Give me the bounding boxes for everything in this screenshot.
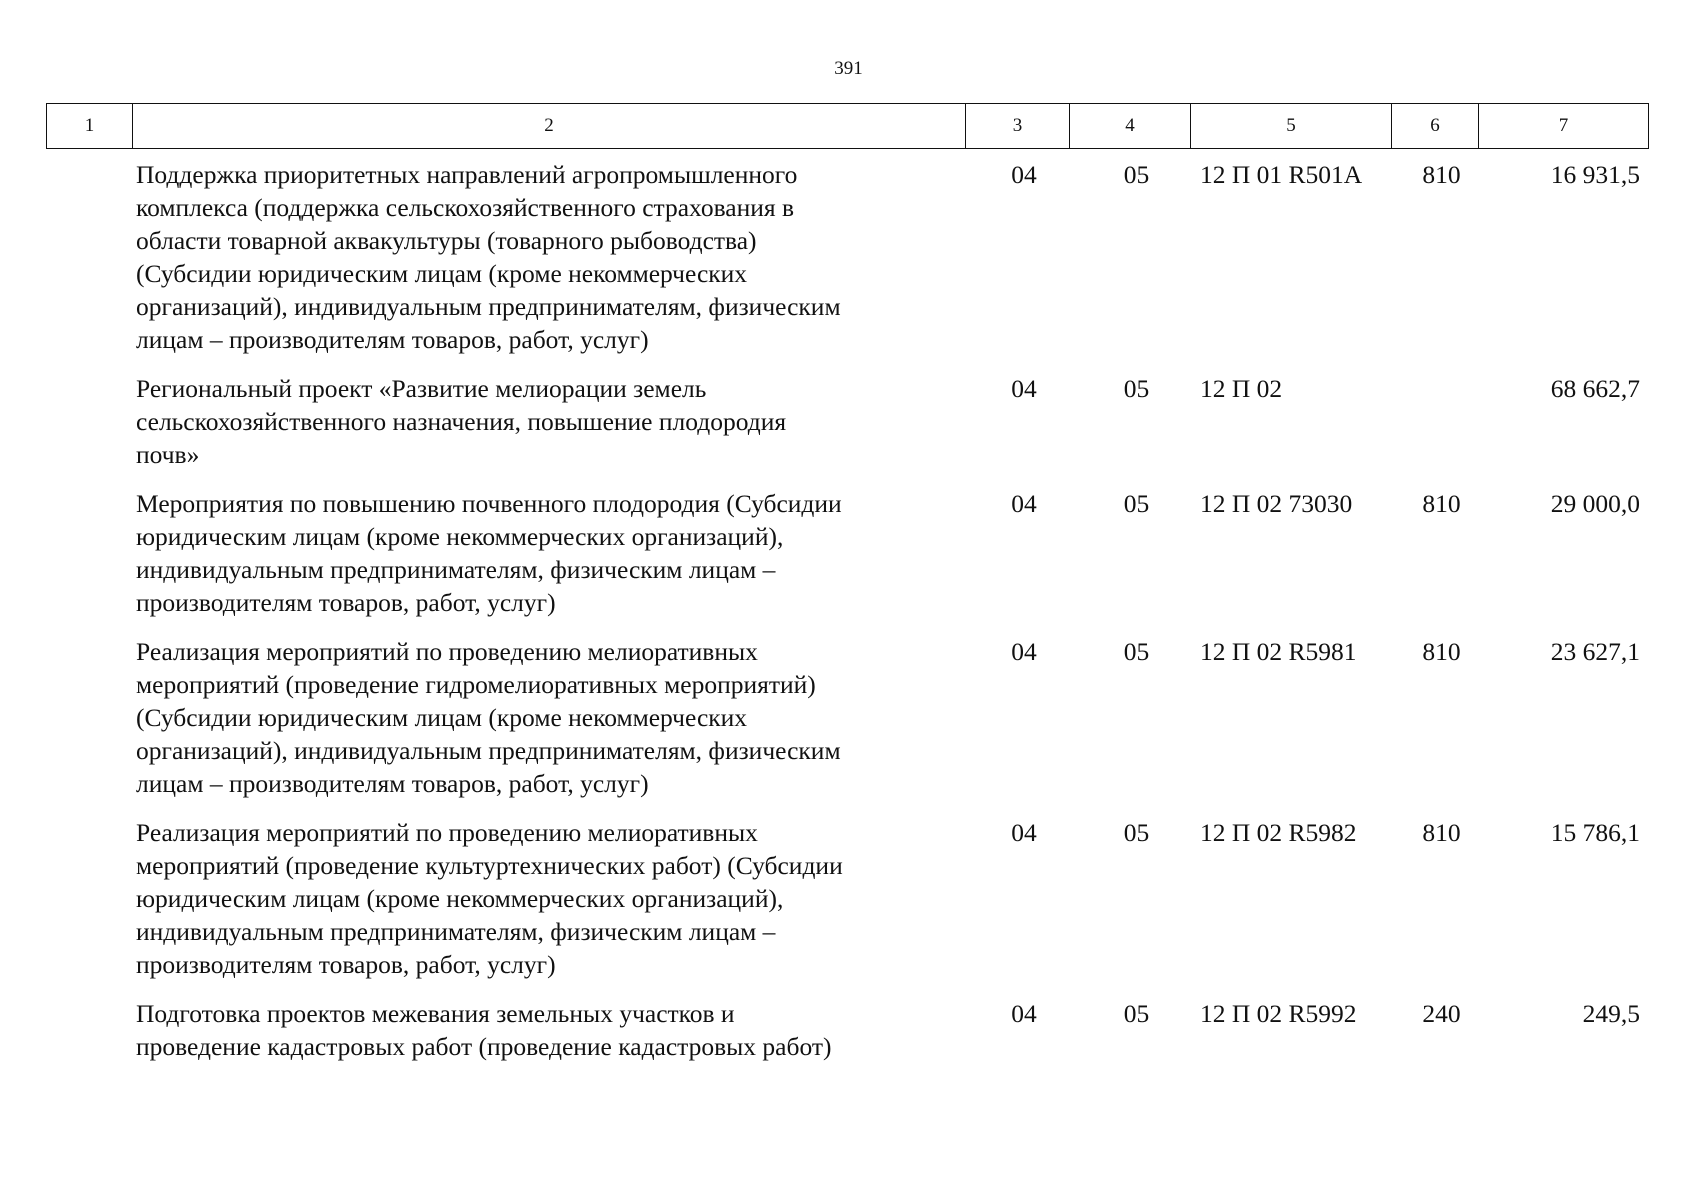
- description-line: Региональный проект «Развитие мелиорации земель: [136, 374, 707, 403]
- row-description: [132, 635, 972, 800]
- description-line: Реализация мероприятий по проведению мелиоративных: [136, 818, 758, 847]
- description-line: организаций), индивидуальным предпринимателям, физическим: [136, 292, 841, 321]
- description-line: (Субсидии юридическим лицам (кроме некоммерческих: [136, 703, 748, 732]
- column-header-5: 5: [1191, 104, 1392, 149]
- row-amount: 15 786,1: [1550, 818, 1640, 847]
- description-line: проведение кадастровых работ (проведение кадастровых работ): [136, 1032, 832, 1061]
- page-number: 391: [834, 58, 863, 79]
- table-row: [46, 158, 1648, 356]
- description-line: юридическим лицам (кроме некоммерческих организаций),: [136, 522, 784, 551]
- description-line: Поддержка приоритетных направлений агропромышленного: [136, 160, 798, 189]
- description-line: лицам – производителям товаров, работ, услуг): [136, 325, 649, 354]
- column-header-1: 1: [47, 104, 133, 149]
- row-expense-type: 810: [1422, 818, 1461, 847]
- row-description: [132, 816, 972, 981]
- description-line: производителям товаров, работ, услуг): [136, 588, 556, 617]
- column-header-3: 3: [966, 104, 1070, 149]
- row-subsection-code: 05: [1123, 160, 1150, 189]
- description-line: почв»: [136, 440, 200, 469]
- column-header-7: 7: [1479, 104, 1649, 149]
- row-section-code: 04: [1011, 818, 1037, 847]
- row-section-code: 04: [1011, 489, 1037, 518]
- row-subsection-code: 05: [1123, 374, 1150, 403]
- row-target-article: 12 П 02 R5992: [1200, 999, 1357, 1028]
- description-line: области товарной аквакультуры (товарного рыбоводства): [136, 226, 757, 255]
- row-amount: 249,5: [1582, 999, 1640, 1028]
- table-row: [46, 487, 1648, 619]
- row-description: [132, 372, 972, 471]
- row-target-article: 12 П 02: [1200, 374, 1283, 403]
- row-subsection-code: 05: [1123, 489, 1150, 518]
- row-expense-type: 240: [1422, 999, 1461, 1028]
- column-number-header: [46, 103, 1649, 149]
- row-description: [132, 158, 972, 356]
- row-section-code: 04: [1011, 374, 1037, 403]
- budget-table-body: [46, 158, 1648, 1079]
- row-subsection-code: 05: [1123, 818, 1150, 847]
- description-line: юридическим лицам (кроме некоммерческих организаций),: [136, 884, 784, 913]
- row-section-code: 04: [1011, 637, 1037, 666]
- column-header-2: 2: [133, 104, 966, 149]
- column-header-4: 4: [1070, 104, 1191, 149]
- row-amount: 68 662,7: [1550, 374, 1640, 403]
- description-line: индивидуальным предпринимателям, физическим лицам –: [136, 917, 776, 946]
- row-target-article: 12 П 01 R501A: [1200, 160, 1363, 189]
- row-amount: 29 000,0: [1550, 489, 1640, 518]
- description-line: Мероприятия по повышению почвенного плодородия (Субсидии: [136, 489, 842, 518]
- row-target-article: 12 П 02 R5982: [1200, 818, 1357, 847]
- row-description: [132, 487, 972, 619]
- row-expense-type: 810: [1422, 637, 1461, 666]
- row-section-code: 04: [1011, 160, 1037, 189]
- row-section-code: 04: [1011, 999, 1037, 1028]
- description-line: мероприятий (проведение культуртехнических работ) (Субсидии: [136, 851, 843, 880]
- table-row: [46, 997, 1648, 1063]
- description-line: лицам – производителям товаров, работ, услуг): [136, 769, 649, 798]
- description-line: сельскохозяйственного назначения, повышение плодородия: [136, 407, 787, 436]
- row-target-article: 12 П 02 73030: [1200, 489, 1353, 518]
- row-subsection-code: 05: [1123, 999, 1150, 1028]
- description-line: Реализация мероприятий по проведению мелиоративных: [136, 637, 758, 666]
- description-line: организаций), индивидуальным предпринимателям, физическим: [136, 736, 841, 765]
- row-target-article: 12 П 02 R5981: [1200, 637, 1357, 666]
- description-line: (Субсидии юридическим лицам (кроме некоммерческих: [136, 259, 748, 288]
- row-amount: 23 627,1: [1550, 637, 1640, 666]
- row-expense-type: 810: [1422, 489, 1461, 518]
- row-expense-type: 810: [1422, 160, 1461, 189]
- description-line: мероприятий (проведение гидромелиоративных мероприятий): [136, 670, 816, 699]
- description-line: комплекса (поддержка сельскохозяйственного страхования в: [136, 193, 795, 222]
- table-row: [46, 635, 1648, 800]
- description-line: Подготовка проектов межевания земельных участков и: [136, 999, 735, 1028]
- row-amount: 16 931,5: [1550, 160, 1640, 189]
- table-row: [46, 372, 1648, 471]
- table-row: [46, 816, 1648, 981]
- row-description: [132, 997, 972, 1063]
- description-line: индивидуальным предпринимателям, физическим лицам –: [136, 555, 776, 584]
- column-header-6: 6: [1392, 104, 1479, 149]
- row-subsection-code: 05: [1123, 637, 1150, 666]
- description-line: производителям товаров, работ, услуг): [136, 950, 556, 979]
